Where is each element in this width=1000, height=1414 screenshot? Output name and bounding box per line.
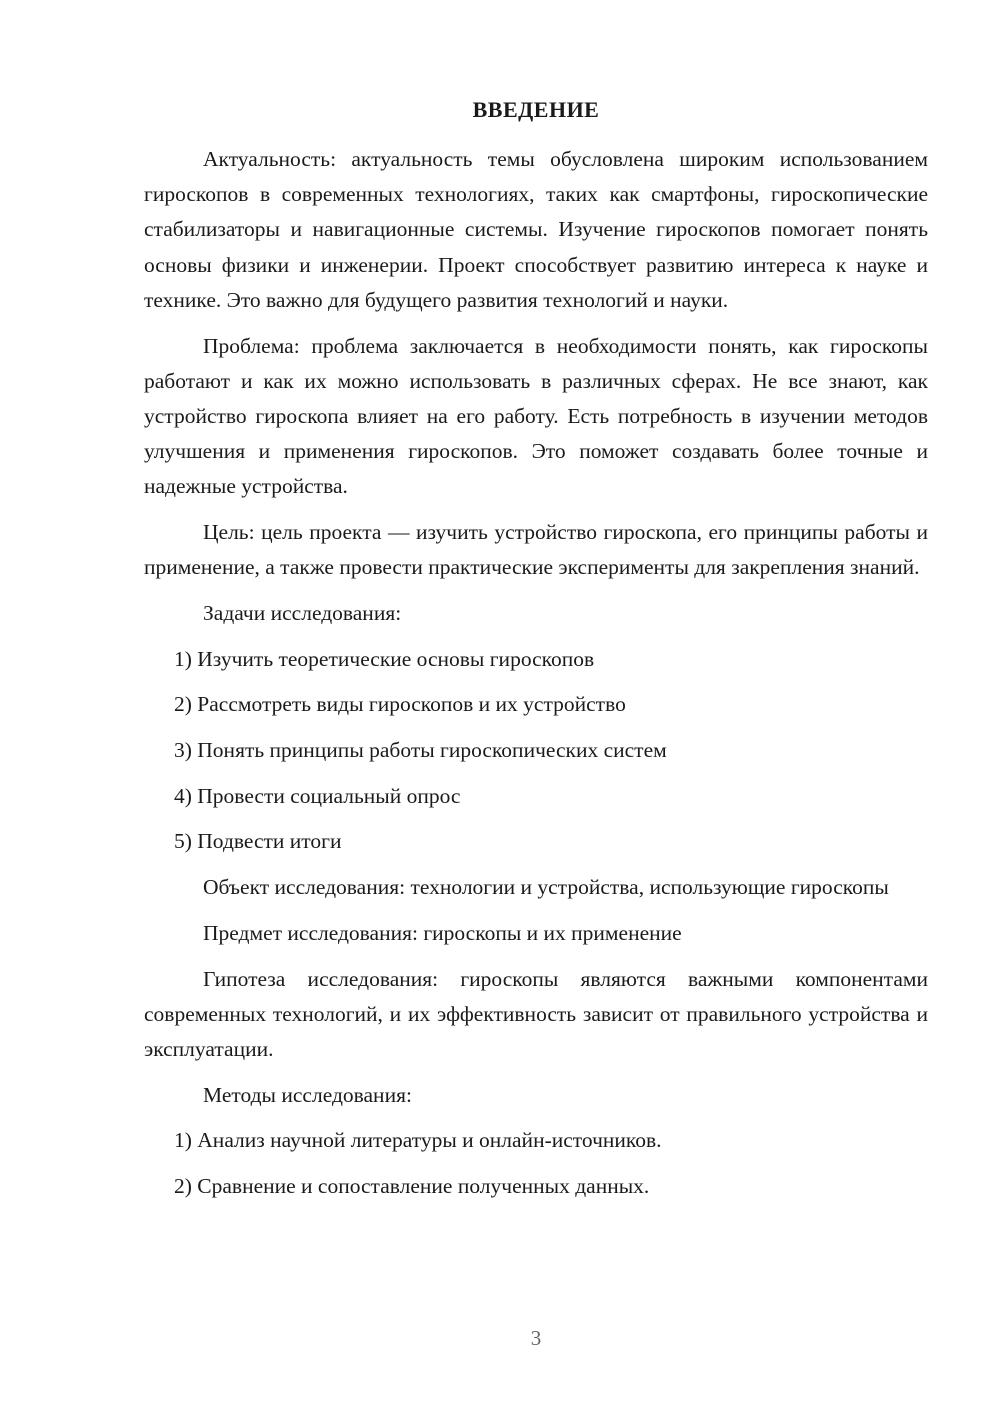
- tasks-heading: Задачи исследования:: [203, 600, 402, 625]
- hypothesis-paragraph: Гипотеза исследования: гироскопы являются важными компонентами современных технологий, и их эффективность зависит от правильного устройства и эксплуатации.: [144, 966, 928, 1061]
- list-item: 3) Понять принципы работы гироскопических систем: [174, 738, 667, 763]
- page-title: ВВЕДЕНИЕ: [472, 97, 600, 122]
- document-page: [144, 92, 928, 1215]
- relevance-paragraph: Актуальность: актуальность темы обусловлена широким использованием гироскопов в современных технологиях, таких как смартфоны, гироскопические стабилизаторы и навигационные системы. Изучение гироскопов помогает понять основы физики и инженерии. Проект способствует развитию интереса к науке и технике. Это важно для будущего развития технологий и науки.: [144, 147, 928, 312]
- goal-paragraph: Цель: цель проекта — изучить устройство гироскопа, его принципы работы и применение, а также провести практические эксперименты для закрепления знаний.: [144, 520, 928, 580]
- list-item: 2) Рассмотреть виды гироскопов и их устройство: [174, 692, 626, 717]
- list-item: 4) Провести социальный опрос: [174, 783, 461, 808]
- methods-heading: Методы исследования:: [203, 1082, 412, 1107]
- list-item: 5) Подвести итоги: [174, 829, 342, 854]
- methods-list: [144, 1123, 928, 1204]
- object-paragraph: Объект исследования: технологии и устройства, использующие гироскопы: [203, 875, 889, 900]
- list-item: 1) Анализ научной литературы и онлайн-источников.: [174, 1128, 662, 1153]
- tasks-list: [144, 642, 928, 860]
- list-item: 2) Сравнение и сопоставление полученных данных.: [174, 1174, 650, 1199]
- subject-paragraph: Предмет исследования: гироскопы и их применение: [203, 920, 682, 945]
- list-item: 1) Изучить теоретические основы гироскопов: [174, 646, 595, 671]
- page-number: 3: [530, 1326, 542, 1350]
- problem-paragraph: Проблема: проблема заключается в необходимости понять, как гироскопы работают и как их можно использовать в различных сферах. Не все знают, как устройство гироскопа влияет на его работу. Есть потребность в изучении методов улучшения и применения гироскопов. Это поможет создавать более точные и надежные устройства.: [144, 333, 928, 499]
